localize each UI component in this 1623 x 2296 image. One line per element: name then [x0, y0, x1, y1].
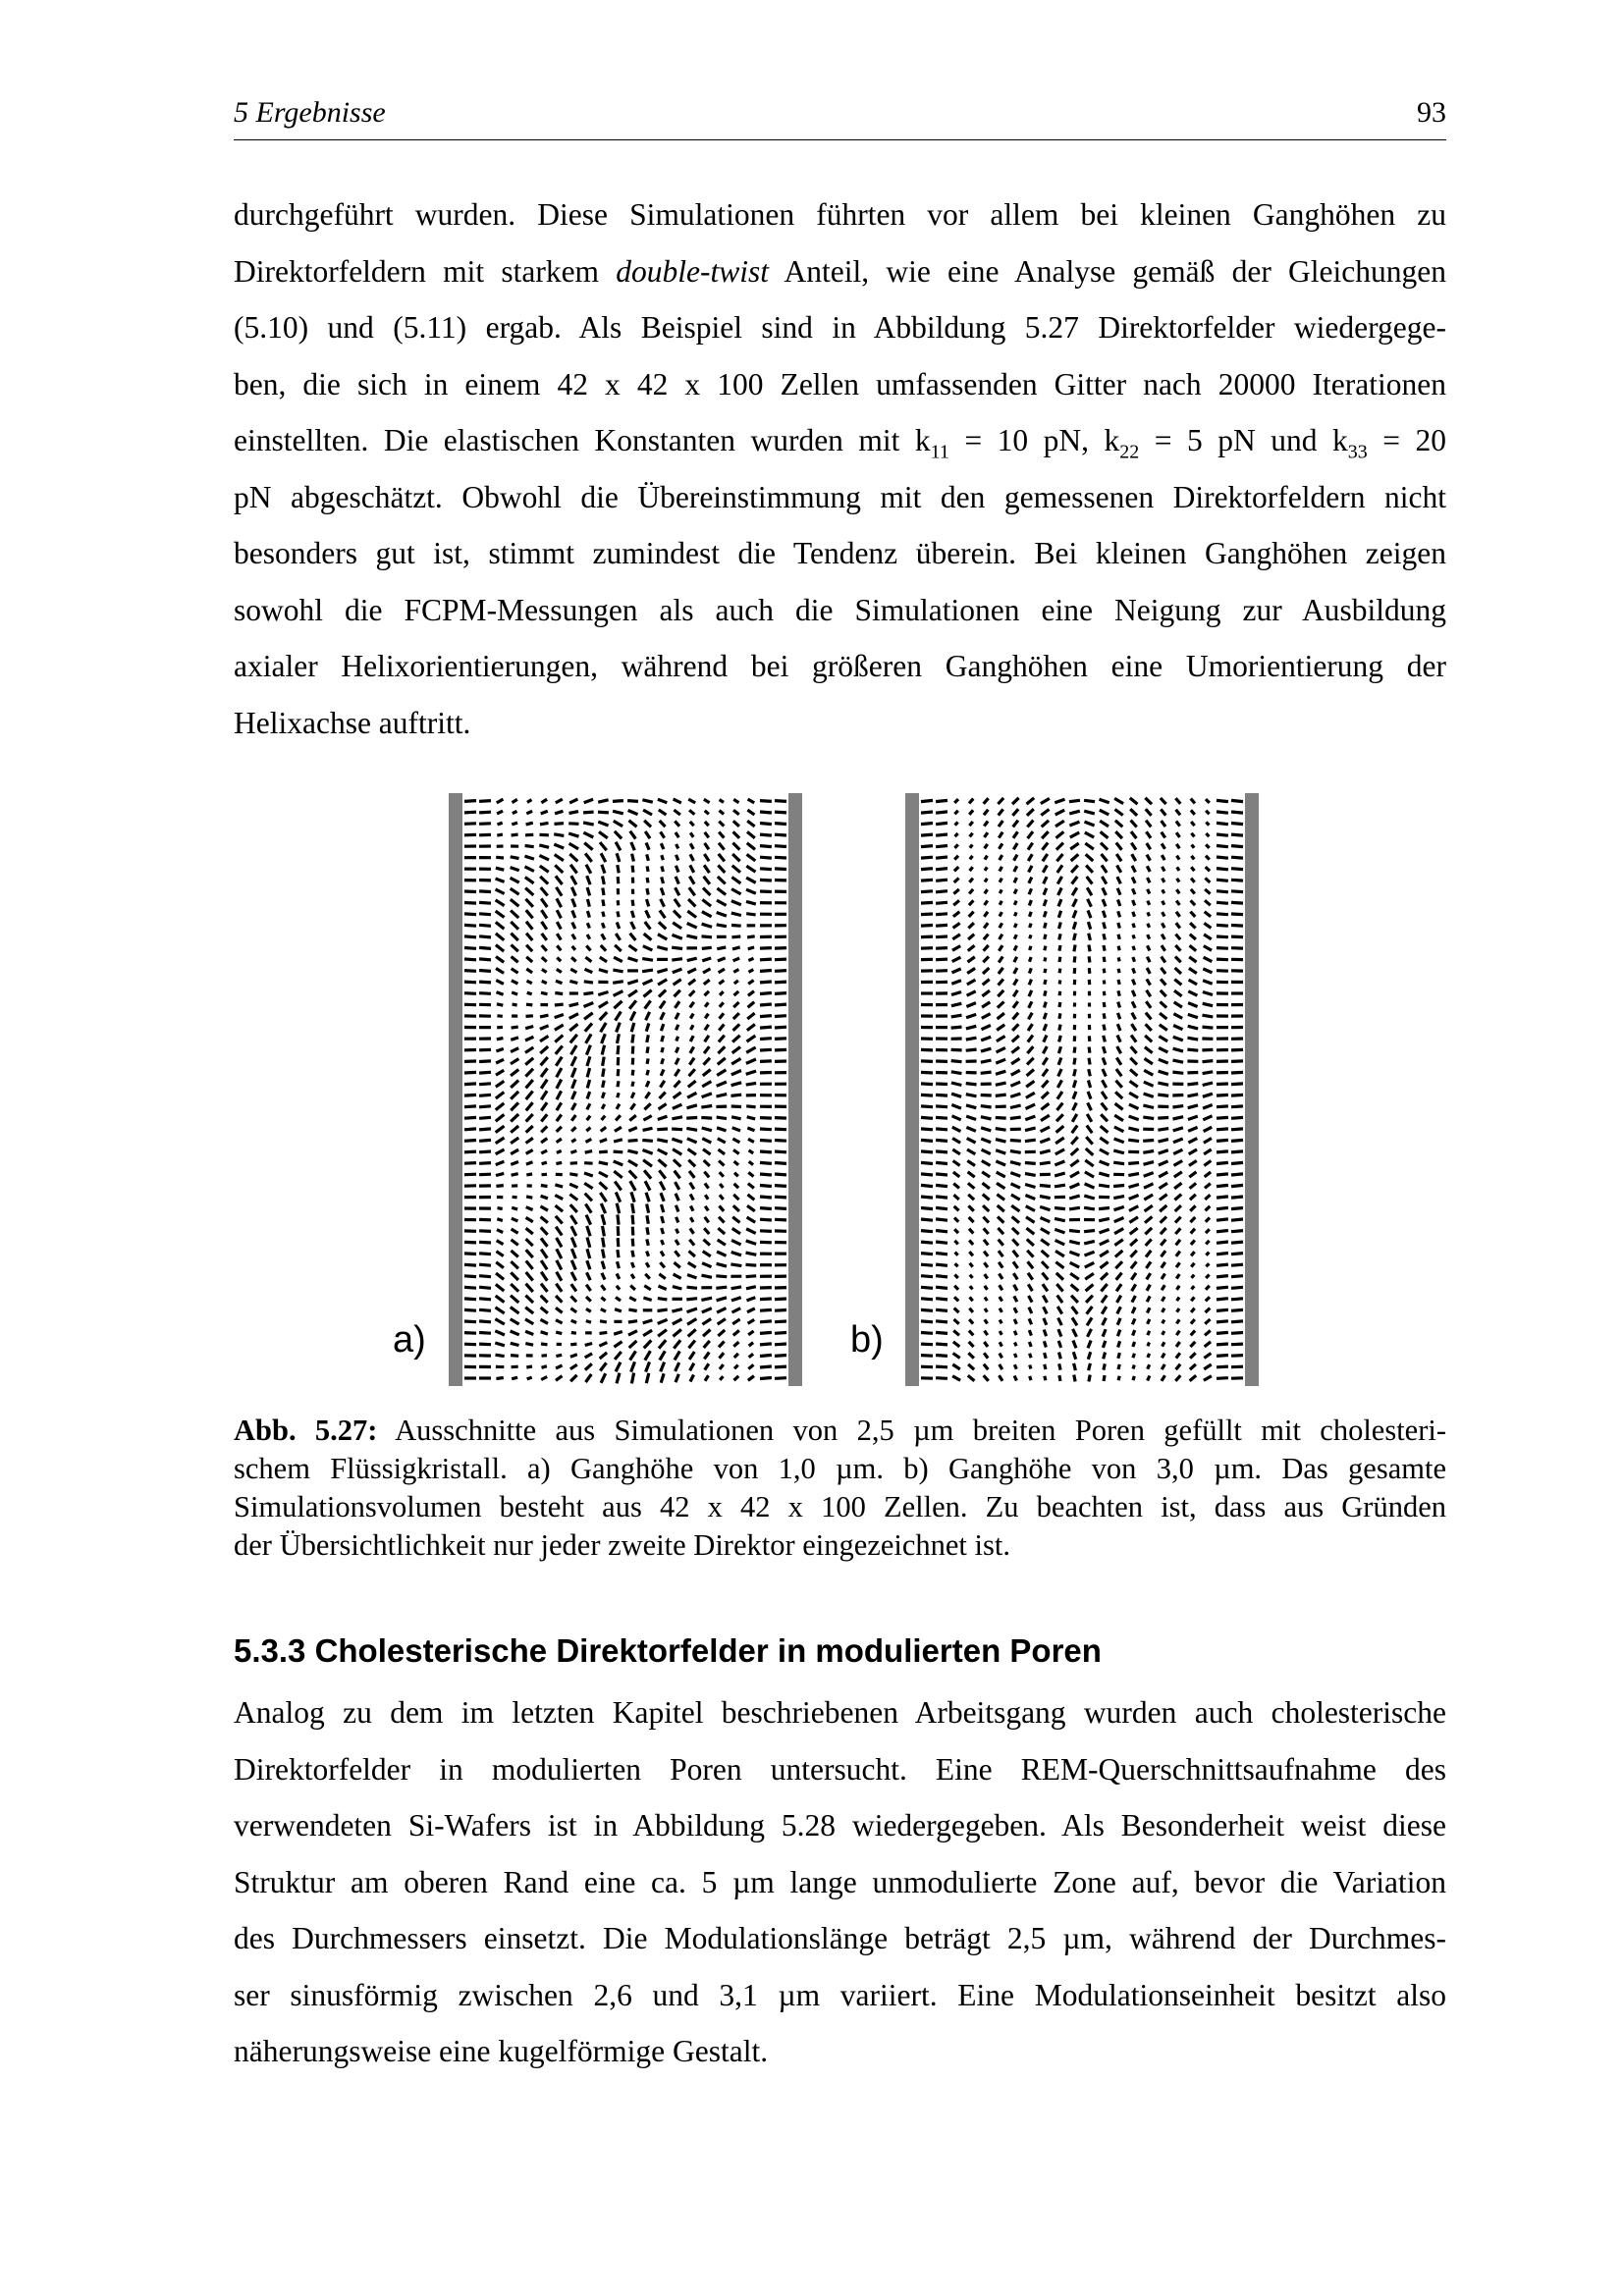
paragraph-line: des Durchmessers einsetzt. Die Modulationslänge beträgt 2,5 µm, während der Durchmes-	[234, 1921, 1446, 1955]
director-marks	[921, 798, 1243, 1382]
paragraph-line: Helixachse auftritt.	[234, 705, 471, 740]
paragraph-line: ser sinusförmig zwischen 2,6 und 3,1 µm variiert. Eine Modulationseinheit besitzt also	[234, 1977, 1446, 2012]
caption-line: Abb. 5.27: Ausschnitte aus Simulationen von 2,5 µm breiten Poren gefüllt mit cholesteri-	[234, 1414, 1447, 1447]
paragraph-2	[234, 1684, 1446, 2080]
simulation-panel-a	[449, 793, 802, 1386]
paragraph-line: Analog zu dem im letzten Kapitel beschriebenen Arbeitsgang wurden auch cholesterische	[234, 1695, 1446, 1730]
paragraph-line: ben, die sich in einem 42 x 42 x 100 Zellen umfassenden Gitter nach 20000 Iterationen	[234, 366, 1446, 401]
paragraph-line: Direktorfeldern mit starkem double-twist Anteil, wie eine Analyse gemäß der Gleichungen	[234, 253, 1446, 289]
panel-label-a: a)	[393, 1319, 426, 1361]
figure-5-27	[393, 793, 1276, 1392]
figure-caption	[234, 1412, 1446, 1565]
paragraph-line: durchgeführt wurden. Diese Simulationen führten vor allem bei kleinen Ganghöhen zu	[234, 197, 1446, 232]
pore-wall-left	[905, 793, 919, 1386]
director-field-b	[905, 793, 1259, 1386]
paragraph-line: pN abgeschätzt. Obwohl die Übereinstimmung mit den gemessenen Direktorfeldern nicht	[234, 479, 1446, 514]
director-field-a	[449, 793, 802, 1386]
paragraph-line: besonders gut ist, stimmt zumindest die Tendenz überein. Bei kleinen Ganghöhen zeigen	[234, 536, 1446, 570]
paragraph-line: Struktur am oberen Rand eine ca. 5 µm lange unmodulierte Zone auf, bevor die Variation	[234, 1864, 1446, 1899]
caption-line: der Übersichtlichkeit nur jeder zweite Direktor eingezeichnet ist.	[234, 1528, 1010, 1562]
director-marks	[464, 799, 786, 1383]
running-header	[234, 96, 1446, 140]
paragraph-line: axialer Helixorientierungen, während bei größeren Ganghöhen eine Umorientierung der	[234, 649, 1446, 683]
caption-label: Abb. 5.27:	[234, 1414, 378, 1447]
paragraph-line: Direktorfelder in modulierten Poren untersucht. Eine REM-Querschnittsaufnahme des	[234, 1751, 1446, 1787]
paragraph-line: (5.10) und (5.11) ergab. Als Beispiel sind in Abbildung 5.27 Direktorfelder wiedergege-	[234, 310, 1446, 345]
paragraph-1	[234, 187, 1446, 751]
page-number: 93	[1417, 96, 1446, 129]
italic-term: double-twist	[616, 253, 770, 289]
simulation-panel-b	[905, 793, 1259, 1386]
pore-wall-right	[1245, 793, 1259, 1386]
caption-line: Simulationsvolumen besteht aus 42 x 42 x 100 Zellen. Zu beachten ist, dass aus Gründen	[234, 1490, 1446, 1523]
caption-line: schem Flüssigkristall. a) Ganghöhe von 1,0 µm. b) Ganghöhe von 3,0 µm. Das gesamte	[234, 1452, 1446, 1485]
pore-wall-left	[449, 793, 462, 1386]
pore-wall-right	[788, 793, 802, 1386]
paragraph-line: einstellten. Die elastischen Konstanten wurden mit $k_{11} = 10$ pN, $k_{22} = 5$ pN und $k_{33} = 20$	[234, 423, 1446, 463]
paragraph-line: verwendeten Si-Wafers ist in Abbildung 5.28 wiedergegeben. Als Besonderheit weist diese	[234, 1808, 1446, 1842]
panel-label-b: b)	[850, 1319, 884, 1361]
chapter-title: 5 Ergebnisse	[234, 96, 386, 129]
section-heading: 5.3.3 Cholesterische Direktorfelder in modulierten Poren	[234, 1632, 1102, 1669]
paragraph-line: sowohl die FCPM-Messungen als auch die Simulationen eine Neigung zur Ausbildung	[234, 592, 1446, 627]
paragraph-line: näherungsweise eine kugelförmige Gestalt.	[234, 2034, 769, 2068]
